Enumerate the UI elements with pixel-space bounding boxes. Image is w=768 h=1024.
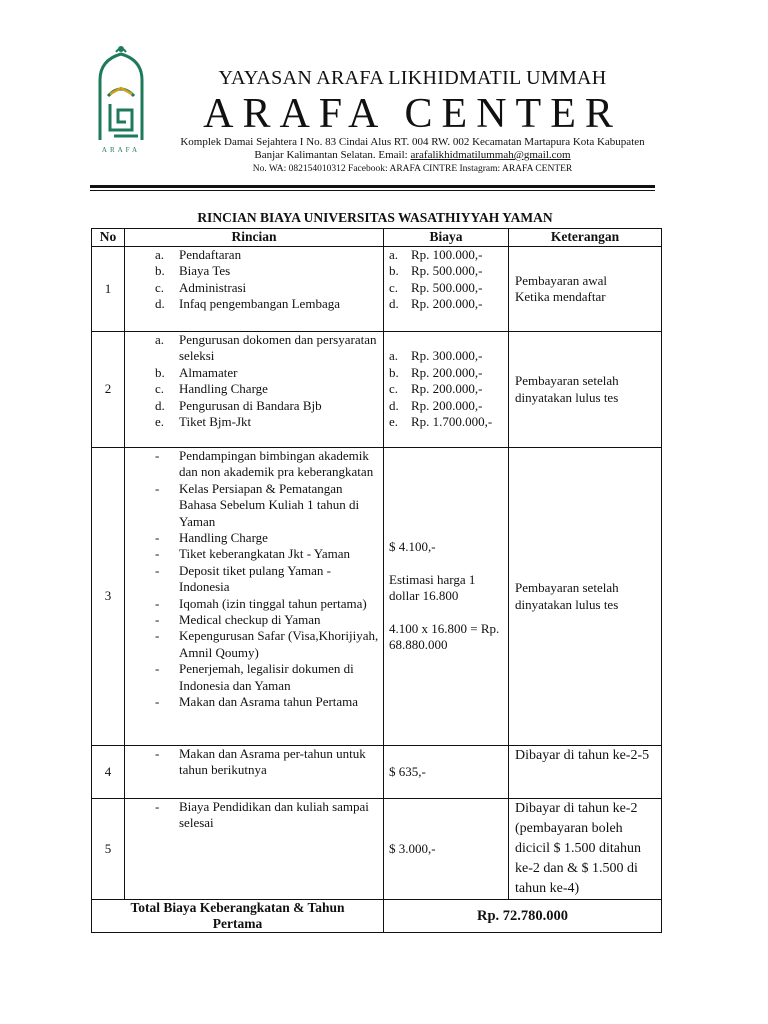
note-line: Ketika mendaftar: [515, 289, 606, 304]
arafa-mosque-logo-icon: [92, 44, 150, 144]
row-cost: [384, 448, 509, 746]
cost-amount: $ 4.100,-: [389, 539, 436, 555]
row-number: 1: [92, 247, 125, 332]
contact-line: No. WA: 082154010312 Facebook: ARAFA CINTRE Instagram: ARAFA CENTER: [252, 164, 573, 174]
column-header-keterangan: Keterangan: [509, 229, 662, 247]
table-row: [92, 332, 662, 448]
detail-item: d. Pengurusan di Bandara Bjb: [155, 397, 322, 413]
detail-item: a. Pendaftaran: [155, 247, 242, 262]
cost-amount: $ 3.000,-: [389, 840, 436, 856]
row-number: 2: [92, 332, 125, 448]
row-number: 5: [92, 799, 125, 900]
row-details: [125, 448, 384, 746]
detail-item: - Handling Charge: [155, 530, 268, 546]
cost-item: e. Rp. 1.700.000,-: [389, 414, 493, 430]
row-note: [509, 247, 662, 332]
note-line: Pembayaran awal: [515, 272, 608, 288]
logo-text: ARAFA: [101, 146, 141, 154]
email-link[interactable]: arafalikhidmatilummah@gmail.com: [410, 149, 571, 161]
total-label: Total Biaya Keberangkatan & Tahun Pertama: [92, 900, 384, 933]
row-number: 4: [92, 746, 125, 799]
note-line: dinyatakan lulus tes: [515, 596, 619, 612]
row-note: [509, 332, 662, 448]
table-row: [92, 799, 662, 900]
cost-table: [91, 228, 662, 933]
row-note: Dibayar di tahun ke-2 (pembayaran boleh dicicil $ 1.500 ditahun ke-2 dan & $ 1.500 di tahun ke-4): [509, 799, 662, 900]
document-title: RINCIAN BIAYA UNIVERSITAS WASATHIYYAH YAMAN: [197, 210, 553, 225]
row-note: [509, 448, 662, 746]
row-details: [125, 332, 384, 448]
total-row: [92, 900, 662, 933]
row-cost: [384, 799, 509, 900]
cost-amount: $ 635,-: [389, 763, 426, 779]
detail-item: d. Infaq pengembangan Lembaga: [155, 296, 340, 312]
row-details: [125, 799, 384, 900]
detail-item: - Makan dan Asrama tahun Pertama: [155, 694, 359, 710]
detail-item: - Iqomah (izin tinggal tahun pertama): [155, 595, 367, 611]
column-header-rincian: Rincian: [125, 229, 384, 247]
note-line: Pembayaran setelah: [515, 580, 619, 596]
detail-item: - Makan dan Asrama per-tahun untuk tahun berikutnya: [155, 746, 366, 778]
org-name: YAYASAN ARAFA LIKHIDMATIL UMMAH: [218, 67, 607, 89]
cost-item: a. Rp. 300.000,-: [389, 348, 483, 364]
detail-item: c. Handling Charge: [155, 381, 268, 397]
detail-item: - Kepengurusan Safar (Visa,Khorijiyah, Amnil Qoumy): [155, 628, 379, 660]
row-note: Dibayar di tahun ke-2-5: [509, 746, 662, 799]
cost-calculation: 4.100 x 16.800 = Rp. 68.880.000: [389, 620, 500, 653]
detail-item: - Medical checkup di Yaman: [155, 612, 321, 628]
detail-item: - Pendampingan bimbingan akademik dan non akademik pra keberangkatan: [155, 448, 374, 480]
row-details: [125, 746, 384, 799]
brand-name: ARAFA CENTER: [203, 91, 622, 137]
logo: [92, 44, 150, 154]
header-divider-thin: [90, 190, 655, 191]
column-header-biaya: Biaya: [384, 229, 509, 247]
row-number: 3: [92, 448, 125, 746]
table-row: [92, 448, 662, 746]
detail-item: - Tiket keberangkatan Jkt - Yaman: [155, 546, 351, 562]
note-line: dinyatakan lulus tes: [515, 389, 619, 405]
cost-item: d. Rp. 200.000,-: [389, 296, 483, 312]
detail-item: a. Pengurusan dokomen dan persyaratan seleksi: [155, 332, 377, 364]
cost-item: c. Rp. 200.000,-: [389, 381, 483, 397]
address-line-2: [160, 149, 665, 162]
detail-item: - Biaya Pendidikan dan kuliah sampai selesai: [155, 799, 369, 831]
row-cost: [384, 247, 509, 332]
row-cost: [384, 746, 509, 799]
address-line-1: Komplek Damai Sejahtera I No. 83 Cindai Alus RT. 004 RW. 002 Kecamatan Martapura Kota Kabupaten: [180, 136, 645, 148]
cost-estimate: Estimasi harga 1 dollar 16.800: [389, 571, 476, 604]
column-header-no: No: [92, 229, 125, 247]
detail-item: b. Almamater: [155, 364, 238, 380]
note-line: Pembayaran setelah: [515, 373, 619, 389]
detail-item: - Kelas Persiapan & Pematangan Bahasa Sebelum Kuliah 1 tahun di Yaman: [155, 480, 360, 529]
table-header-row: [92, 229, 662, 247]
total-value: Rp. 72.780.000: [384, 900, 662, 933]
address-prefix: Banjar Kalimantan Selatan. Email:: [254, 149, 411, 161]
letterhead: [160, 66, 665, 175]
detail-item: - Deposit tiket pulang Yaman - Indonesia: [155, 562, 332, 595]
detail-item: b. Biaya Tes: [155, 263, 231, 279]
detail-item: - Penerjemah, legalisir dokumen di Indonesia dan Yaman: [155, 661, 354, 693]
detail-item: e. Tiket Bjm-Jkt: [155, 414, 252, 430]
cost-item: a. Rp. 100.000,-: [389, 247, 483, 262]
table-row: [92, 247, 662, 332]
row-details: [125, 247, 384, 332]
cost-item: c. Rp. 500.000,-: [389, 279, 483, 295]
cost-item: b. Rp. 200.000,-: [389, 364, 483, 380]
row-cost: [384, 332, 509, 448]
header-divider-thick: [90, 185, 655, 188]
detail-item: c. Administrasi: [155, 279, 247, 295]
cost-item: b. Rp. 500.000,-: [389, 263, 483, 279]
table-row: [92, 746, 662, 799]
cost-item: d. Rp. 200.000,-: [389, 397, 483, 413]
